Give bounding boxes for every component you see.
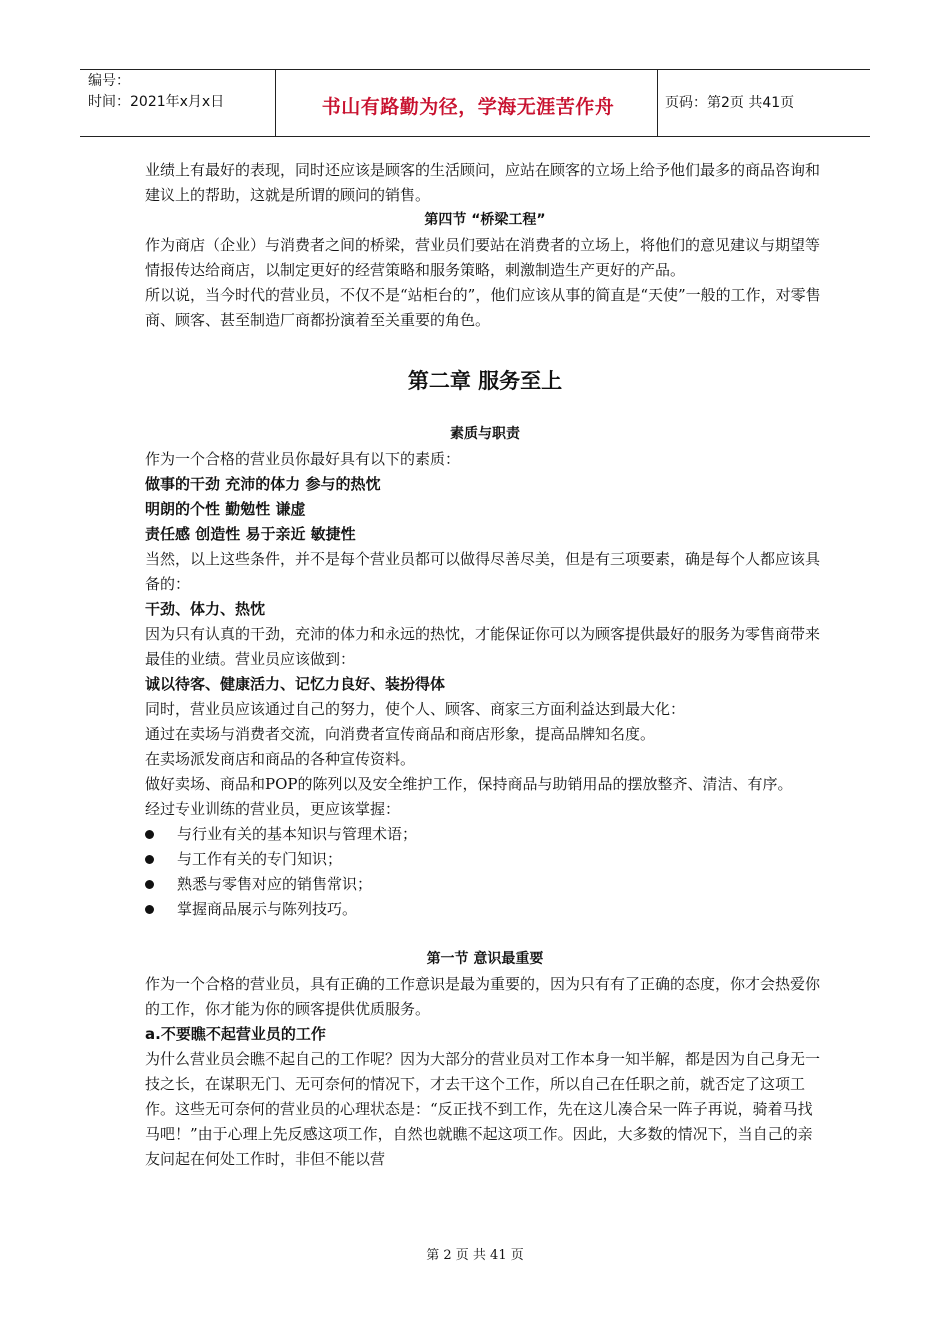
bullet-dot-icon bbox=[145, 855, 154, 864]
header-bottom-rule bbox=[80, 136, 870, 137]
bullet-item: 与行业有关的基本知识与管理术语； bbox=[145, 822, 825, 847]
spacer bbox=[145, 922, 825, 947]
paragraph: 作为一个合格的营业员，具有正确的工作意识是最为重要的，因为只有有了正确的态度，你才会热爱你的工作，你才能为你的顾客提供优质服务。 bbox=[145, 975, 821, 1018]
header-motto: 书山有路勤为径，学海无涯苦作舟 bbox=[321, 96, 615, 118]
bold-line: 做事的干劲 充沛的体力 参与的热忱 bbox=[145, 475, 381, 493]
header-page-label: 页码：第2页 共41页 bbox=[665, 95, 795, 111]
paragraph: 业绩上有最好的表现，同时还应该是顾客的生活顾问，应站在顾客的立场上给予他们最多的商品咨询和建议上的帮助，这就是所谓的顾问的销售。 bbox=[145, 161, 821, 204]
bold-line: 明朗的个性 勤勉性 谦虚 bbox=[145, 500, 306, 518]
document-body bbox=[145, 158, 825, 1172]
paragraph: 当然，以上这些条件，并不是每个营业员都可以做得尽善尽美，但是有三项要素，确是每个人都应该具备的： bbox=[145, 550, 821, 593]
bullet-item: 掌握商品展示与陈列技巧。 bbox=[145, 897, 825, 922]
subheading: a.不要瞧不起营业员的工作 bbox=[145, 1025, 326, 1043]
bold-line: 干劲、体力、热忱 bbox=[145, 600, 266, 618]
bullet-item: 熟悉与零售对应的销售常识； bbox=[145, 872, 825, 897]
paragraph: 为什么营业员会瞧不起自己的工作呢？因为大部分的营业员对工作本身一知半解，都是因为自己身无一技之长，在谋职无门、无可奈何的情况下，才去干这个工作，所以自己在任职之前，就否定了这项工作。这些无可奈何的营业员的心理状态是：“反正找不到工作，先在这儿凑合呆一阵子再说，骑着马找马吧！”由于心理上先反感这项工作，自然也就瞧不起这项工作。因此，大多数的情况下，当自己的亲友问起在何处工作时，非但不能以营 bbox=[145, 1050, 821, 1168]
bullet-dot-icon bbox=[145, 880, 154, 889]
header-number-label: 编号： bbox=[88, 73, 130, 89]
paragraph: 在卖场派发商店和商品的各种宣传资料。 bbox=[145, 750, 416, 768]
chapter-title: 第二章 服务至上 bbox=[407, 369, 563, 393]
section-title-awareness: 第一节 意识最重要 bbox=[426, 951, 544, 967]
bold-line: 责任感 创造性 易于亲近 敏捷性 bbox=[145, 525, 356, 543]
header-left-cell bbox=[88, 71, 224, 113]
paragraph: 经过专业训练的营业员，更应该掌握： bbox=[145, 800, 401, 818]
paragraph: 作为商店（企业）与消费者之间的桥梁，营业员们要站在消费者的立场上，将他们的意见建议与期望等情报传达给商店，以制定更好的经营策略和服务策略，刺激制造生产更好的产品。 bbox=[145, 236, 821, 279]
paragraph: 做好卖场、商品和POP的陈列以及安全维护工作，保持商品与助销用品的摆放整齐、清洁、有序。 bbox=[145, 775, 793, 793]
paragraph: 作为一个合格的营业员你最好具有以下的素质： bbox=[145, 450, 461, 468]
header-time-label: 时间：2021年x月x日 bbox=[88, 94, 225, 110]
page-footer: 第 2 页 共 41 页 bbox=[426, 1248, 524, 1263]
paragraph: 因为只有认真的干劲，充沛的体力和永远的热忱，才能保证你可以为顾客提供最好的服务为零售商带来最佳的业绩。营业员应该做到： bbox=[145, 625, 821, 668]
paragraph: 所以说，当今时代的营业员，不仅不是“站柜台的”，他们应该从事的简直是“天使”一般的工作，对零售商、顾客、甚至制造厂商都扮演着至关重要的角色。 bbox=[145, 286, 821, 329]
bold-line: 诚以待客、健康活力、记忆力良好、装扮得体 bbox=[145, 675, 446, 693]
header-divider-1 bbox=[275, 69, 276, 136]
header-divider-2 bbox=[657, 69, 658, 136]
paragraph: 同时，营业员应该通过自己的努力，使个人、顾客、商家三方面利益达到最大化： bbox=[145, 700, 686, 718]
bullet-dot-icon bbox=[145, 905, 154, 914]
bullet-item: 与工作有关的专门知识； bbox=[145, 847, 825, 872]
bullet-dot-icon bbox=[145, 830, 154, 839]
paragraph: 通过在卖场与消费者交流，向消费者宣传商品和商店形象，提高品牌知名度。 bbox=[145, 725, 656, 743]
section-title-quality: 素质与职责 bbox=[450, 426, 520, 442]
header-top-rule bbox=[80, 69, 870, 70]
section-title-bridge: 第四节 “桥梁工程” bbox=[424, 212, 546, 228]
